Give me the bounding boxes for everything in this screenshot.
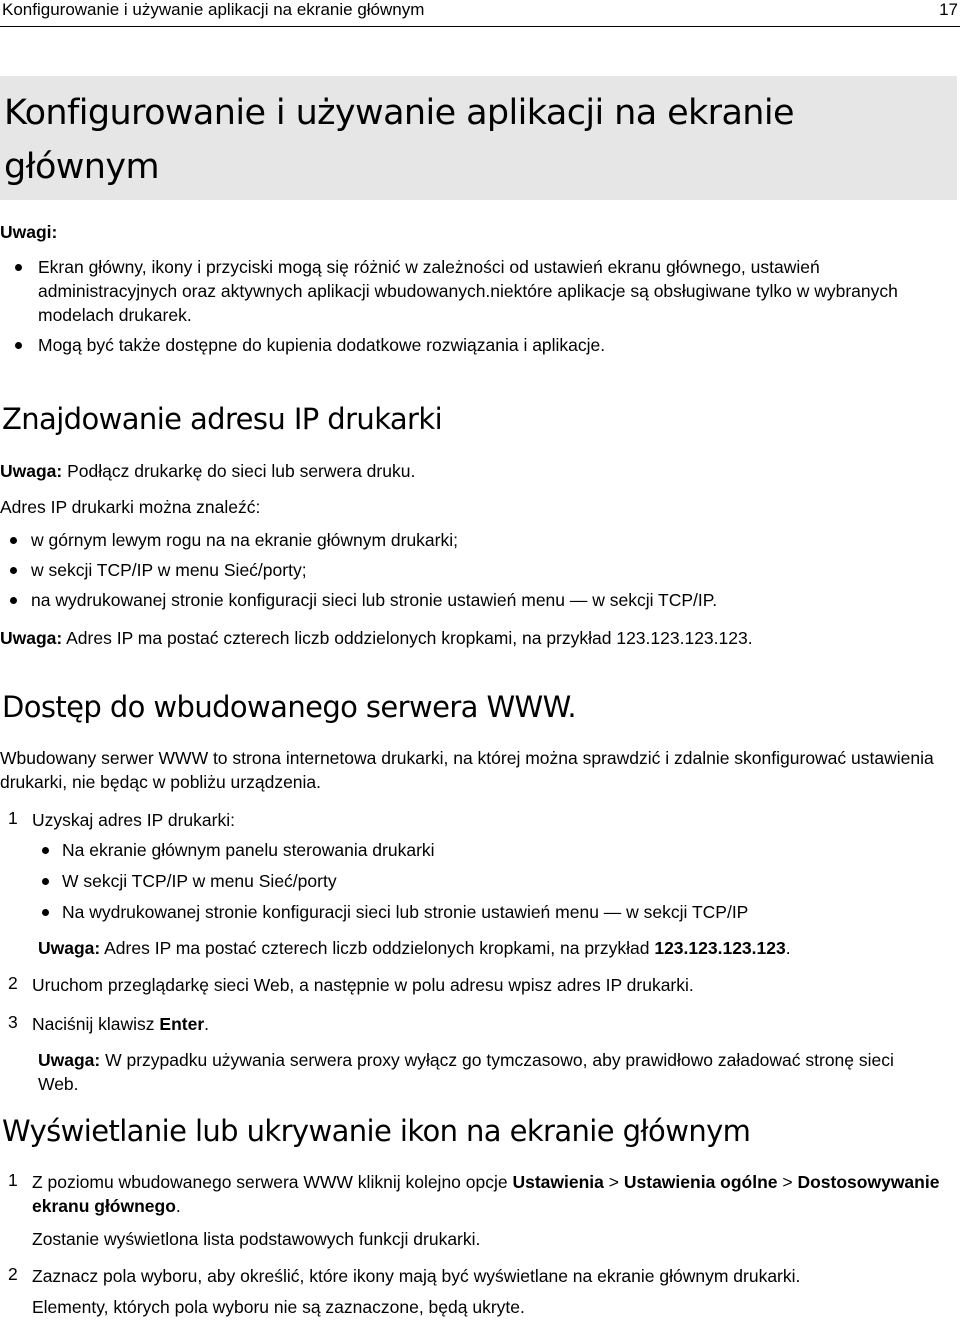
www-intro: Wbudowany serwer WWW to strona internetowa drukarki, na której można sprawdzić i zdalnie skonfigurować ustawienia drukarki, nie będąc w pobliżu urządzenia. xyxy=(0,748,934,792)
section-heading-ip: Znajdowanie adresu IP drukarki xyxy=(2,402,443,436)
list-item: Na ekranie głównym panelu sterowania drukarki xyxy=(38,838,938,862)
step-number: 1 xyxy=(8,808,18,828)
bullet-icon xyxy=(42,878,49,885)
header-divider xyxy=(0,26,960,27)
step-number: 2 xyxy=(8,1264,18,1284)
icons-step-1: Z poziomu wbudowanego serwera WWW kliknij kolejno opcje Ustawienia > Ustawienia ogólne > Dostosowywanie ekranu głównego. xyxy=(32,1172,940,1216)
ip-note: Uwaga: Podłącz drukarkę do sieci lub serwera druku. xyxy=(0,461,416,481)
bullet-icon xyxy=(42,909,49,916)
step-number: 1 xyxy=(8,1170,18,1190)
list-item: Na wydrukowanej stronie konfiguracji sieci lub stronie ustawień menu — w sekcji TCP/IP xyxy=(38,900,938,924)
notes-block xyxy=(0,220,955,357)
running-header xyxy=(0,0,960,22)
section-heading-www: Dostęp do wbudowanego serwera WWW. xyxy=(2,690,576,724)
www-step-1: Uzyskaj adres IP drukarki: xyxy=(32,810,235,830)
icons-step-2: Zaznacz pola wyboru, aby określić, które ikony mają być wyświetlane na ekranie głównym drukarki. xyxy=(32,1266,801,1286)
www-step-3: Naciśnij klawisz Enter. xyxy=(32,1014,209,1034)
www-step-1-list xyxy=(38,838,938,924)
ip-format-note: Uwaga: Adres IP ma postać czterech liczb oddzielonych kropkami, na przykład 123.123.123.123. xyxy=(0,628,753,648)
bullet-icon xyxy=(42,847,49,854)
section-heading-icons: Wyświetlanie lub ukrywanie ikon na ekranie głównym xyxy=(2,1114,751,1148)
list-item: na wydrukowanej stronie konfiguracji sieci lub stronie ustawień menu — w sekcji TCP/IP. xyxy=(0,588,940,612)
bullet-icon xyxy=(10,537,17,544)
list-item: Ekran główny, ikony i przyciski mogą się różnić w zależności od ustawień ekranu głównego, ustawień administracyjnych oraz aktywnych aplikacji wbudowanych.niektóre aplikacje są obsługiwane tylko w wybranych modelach drukarek. xyxy=(0,255,955,327)
list-item: Mogą być także dostępne do kupienia dodatkowe rozwiązania i aplikacje. xyxy=(0,333,955,357)
ip-locations-list xyxy=(0,528,940,612)
list-item: W sekcji TCP/IP w menu Sieć/porty xyxy=(38,869,938,893)
bullet-icon xyxy=(10,567,17,574)
ip-intro: Adres IP drukarki można znaleźć: xyxy=(0,497,261,517)
chapter-title: Konfigurowanie i używanie aplikacji na ekranie głównym xyxy=(4,93,794,187)
bullet-icon xyxy=(15,342,22,349)
icons-step-2-result: Elementy, których pola wyboru nie są zaznaczone, będą ukryte. xyxy=(32,1297,525,1317)
icons-step-1-result: Zostanie wyświetlona lista podstawowych funkcji drukarki. xyxy=(32,1229,481,1249)
list-item: w górnym lewym rogu na na ekranie głównym drukarki; xyxy=(0,528,940,552)
list-item: w sekcji TCP/IP w menu Sieć/porty; xyxy=(0,558,940,582)
running-header-title: Konfigurowanie i używanie aplikacji na ekranie głównym xyxy=(2,0,425,19)
www-step-1-note: Uwaga: Adres IP ma postać czterech liczb oddzielonych kropkami, na przykład 123.123.123.123. xyxy=(38,938,791,958)
notes-list xyxy=(0,255,955,357)
bullet-icon xyxy=(15,264,22,271)
notes-label: Uwagi: xyxy=(0,222,58,242)
step-number: 2 xyxy=(8,973,18,993)
bullet-icon xyxy=(10,597,17,604)
chapter-title-banner xyxy=(0,76,957,200)
page-number: 17 xyxy=(939,0,958,19)
www-step-2: Uruchom przeglądarkę sieci Web, a następnie w polu adresu wpisz adres IP drukarki. xyxy=(32,975,694,995)
www-step-3-note: Uwaga: W przypadku używania serwera proxy wyłącz go tymczasowo, aby prawidłowo załadować stronę sieci Web. xyxy=(38,1050,894,1094)
step-number: 3 xyxy=(8,1012,18,1032)
